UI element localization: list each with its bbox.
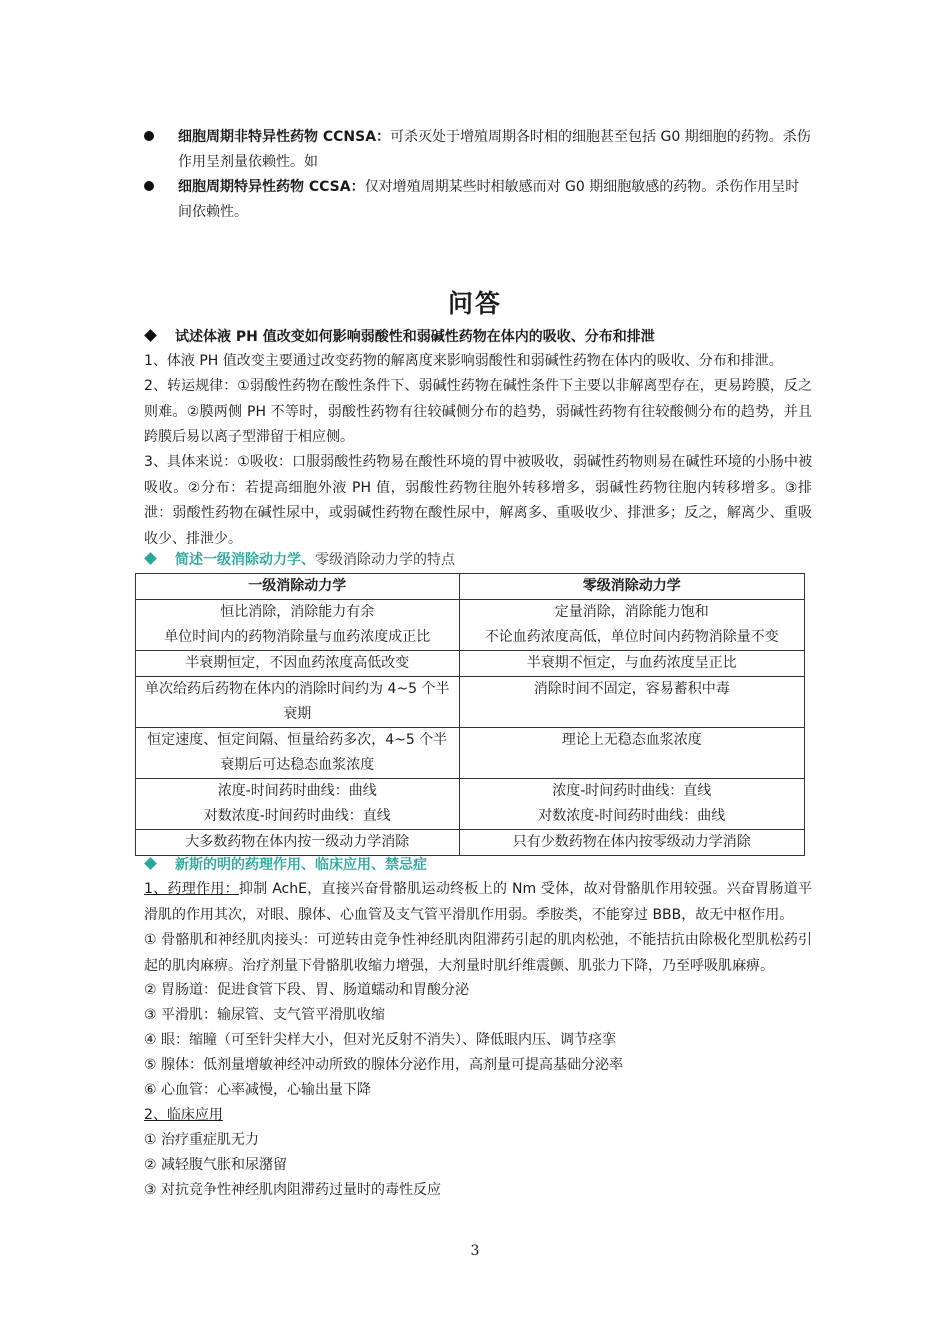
paragraph: 3、具体来说：①吸收：口服弱酸性药物易在酸性环境的胃中被吸收，弱碱性药物则易在碱性环境的小肠中被吸收。②分布：若提高细胞外液 PH 值，弱酸性药物往胞外转移增多，弱碱性药物往胞内转移增多。③排泄：弱酸性药物在碱性尿中，或弱碱性药物在酸性尿中，解离多、重吸收少、排泄多；反之，解离少、重吸收少、排泄少。 xyxy=(144,454,812,547)
table-row xyxy=(136,830,805,856)
heading-separator: 、 xyxy=(301,552,315,568)
cell-line: 恒定速度、恒定间隔、恒量给药多次，4~5 个半衰期后可达稳态血浆浓度 xyxy=(147,732,448,773)
table-cell xyxy=(459,600,804,651)
cell-line: 半衰期恒定，不因血药浓度高低改变 xyxy=(185,655,410,671)
bullet-item-ccnsa xyxy=(144,125,812,175)
table-cell xyxy=(136,830,460,856)
table-cell xyxy=(459,728,804,779)
cell-line: 对数浓度-时间药时曲线：直线 xyxy=(203,808,391,824)
question-heading-kinetics xyxy=(146,549,455,571)
kinetics-comparison-table xyxy=(135,573,805,856)
heading-text: 简述一级消除动力学 xyxy=(175,552,301,568)
bullet-text: 仅对增殖周期某些时相敏感而对 G0 期细胞敏感的药物。杀伤作用呈时间依赖性。 xyxy=(178,179,800,220)
heading-text: 新斯的明的药理作用、临床应用、禁忌症 xyxy=(175,857,427,873)
cell-line: 大多数药物在体内按一级动力学消除 xyxy=(185,834,410,850)
table-row xyxy=(136,728,805,779)
table-header-cell: 零级消除动力学 xyxy=(459,574,804,600)
cell-line: 对数浓度-时间药时曲线：曲线 xyxy=(538,808,726,824)
cell-line: 理论上无稳态血浆浓度 xyxy=(561,732,702,748)
pharmacology-paragraph xyxy=(144,877,812,928)
diamond-bullet-icon xyxy=(144,552,157,565)
bullet-term: 细胞周期特异性药物 CCSA： xyxy=(178,179,365,195)
cell-line: 恒比消除，消除能力有余 xyxy=(220,604,375,620)
table-cell xyxy=(136,600,460,651)
paragraph: 1、体液 PH 值改变主要通过改变药物的解离度来影响弱酸性和弱碱性药物在体内的吸收、分布和排泄。 xyxy=(144,353,783,369)
list-item: ③ 对抗竞争性神经肌肉阻滞药过量时的毒性反应 xyxy=(144,1182,441,1198)
cell-line: 定量消除，消除能力饱和 xyxy=(554,604,709,620)
list-item: ② 胃肠道：促进食管下段、胃、肠道蠕动和胃酸分泌 xyxy=(144,982,469,998)
cell-line: 单次给药后药物在体内的消除时间约为 4~5 个半衰期 xyxy=(145,681,450,722)
question-heading-neostigmine xyxy=(146,854,427,876)
pharmacology-label: 1、药理作用： xyxy=(144,881,239,897)
question-heading-ph xyxy=(146,326,655,348)
list-item: ④ 眼：缩瞳（可至针尖样大小，但对光反射不消失）、降低眼内压、调节痉挛 xyxy=(144,1032,616,1048)
bullet-dot-icon xyxy=(144,181,154,191)
table-header-row xyxy=(136,574,805,600)
table-cell xyxy=(459,830,804,856)
table-cell xyxy=(459,779,804,830)
list-item: ⑤ 腺体：低剂量增敏神经冲动所致的腺体分泌作用，高剂量可提高基础分泌率 xyxy=(144,1057,623,1073)
diamond-bullet-icon xyxy=(144,857,157,870)
bullet-dot-icon xyxy=(144,131,154,141)
list-item: ② 减轻腹气胀和尿潴留 xyxy=(144,1157,288,1173)
bullet-item-ccsa xyxy=(144,175,812,225)
cell-line: 单位时间内的药物消除量与血药浓度成正比 xyxy=(164,629,431,645)
cell-line: 浓度-时间药时曲线：直线 xyxy=(552,783,712,799)
diamond-bullet-icon xyxy=(144,329,157,342)
page-number: 3 xyxy=(470,1243,480,1259)
clinical-label: 2、临床应用 xyxy=(144,1107,223,1123)
list-item: ① 骨骼肌和神经肌肉接头：可逆转由竞争性神经肌肉阻滞药引起的肌肉松弛，不能拮抗由除极化型肌松药引起的肌肉麻痹。治疗剂量下骨骼肌收缩力增强，大剂量时肌纤维震颤、肌张力下降，乃至呼吸肌麻痹。 xyxy=(144,932,812,974)
table-cell xyxy=(136,728,460,779)
pharmacology-text: 抑制 AchE，直接兴奋骨骼肌运动终板上的 Nm 受体，故对骨骼肌作用较强。兴奋胃肠道平滑肌的作用其次，对眼、腺体、心血管及支气管平滑肌作用弱。季胺类，不能穿过 BBB，故无中枢作用。 xyxy=(144,881,812,923)
table-cell xyxy=(459,677,804,728)
table-row xyxy=(136,779,805,830)
cell-line: 只有少数药物在体内按零级动力学消除 xyxy=(512,834,751,850)
table-cell xyxy=(136,651,460,677)
cell-line: 浓度-时间药时曲线：曲线 xyxy=(217,783,377,799)
table-cell xyxy=(459,651,804,677)
table-cell xyxy=(136,779,460,830)
list-item: ⑥ 心血管：心率减慢，心输出量下降 xyxy=(144,1082,372,1098)
cell-line: 半衰期不恒定，与血药浓度呈正比 xyxy=(526,655,737,671)
table-row xyxy=(136,651,805,677)
list-item: ③ 平滑肌：输尿管、支气管平滑肌收缩 xyxy=(144,1007,385,1023)
cell-line: 消除时间不固定，容易蓄积中毒 xyxy=(533,681,730,697)
cell-line: 不论血药浓度高低，单位时间内药物消除量不变 xyxy=(484,629,779,645)
bullet-text: 可杀灭处于增殖周期各时相的细胞甚至包括 G0 期细胞的药物。杀伤作用呈剂量依赖性。如 xyxy=(178,129,811,170)
heading-text: 试述体液 PH 值改变如何影响弱酸性和弱碱性药物在体内的吸收、分布和排泄 xyxy=(175,329,655,345)
heading-plain-text: 零级消除动力学的特点 xyxy=(315,552,455,568)
table-cell xyxy=(136,677,460,728)
table-header-cell: 一级消除动力学 xyxy=(136,574,460,600)
table-row xyxy=(136,600,805,651)
bullet-term: 细胞周期非特异性药物 CCNSA： xyxy=(178,129,391,145)
table-row xyxy=(136,677,805,728)
paragraph: 2、转运规律：①弱酸性药物在酸性条件下、弱碱性药物在碱性条件下主要以非解离型存在，更易跨膜，反之则难。②膜两侧 PH 不等时，弱酸性药物有往较碱侧分布的趋势，弱碱性药物有往较酸侧分布的趋势，并且跨膜后易以离子型滞留于相应侧。 xyxy=(144,378,812,445)
section-title: 问答 xyxy=(447,289,502,318)
list-item: ① 治疗重症肌无力 xyxy=(144,1132,260,1148)
